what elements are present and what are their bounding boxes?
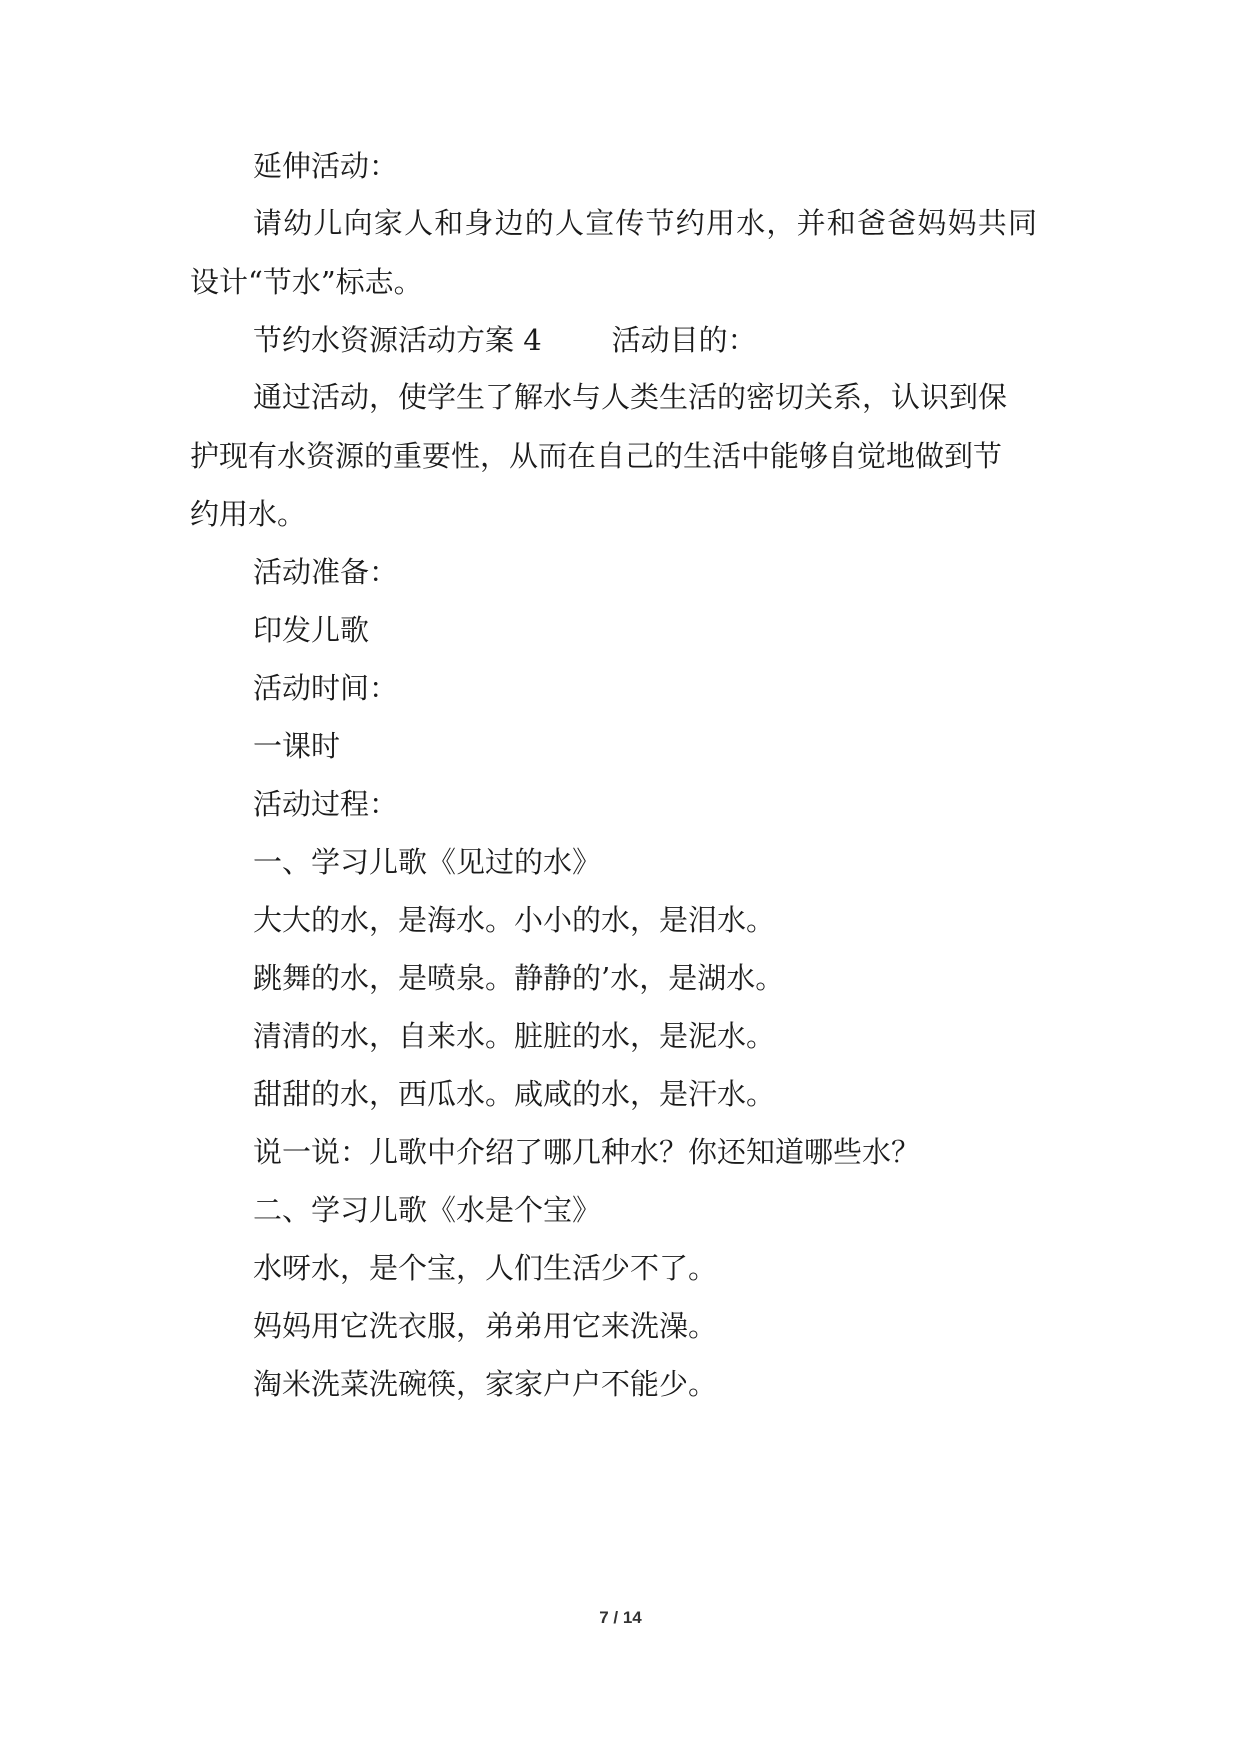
paragraph-song2-heading: 二、学习儿歌《水是个宝》 — [253, 1193, 602, 1227]
paragraph-extension-body-line-2: 设计“节水”标志。 — [190, 265, 423, 299]
paragraph-song1-heading: 一、学习儿歌《见过的水》 — [253, 845, 602, 879]
paragraph-song1-line-1: 大大的水，是海水。小小的水，是泪水。 — [253, 903, 776, 937]
page-number: 7 / 14 — [599, 1608, 642, 1627]
section-goal-label: 活动目的： — [611, 323, 757, 357]
paragraph-song2-line-3: 淘米洗菜洗碗筷，家家户户不能少。 — [253, 1367, 718, 1401]
paragraph-goal-line-3: 约用水。 — [190, 497, 307, 531]
paragraph-song1-line-3: 清清的水，自来水。脏脏的水，是泥水。 — [253, 1019, 776, 1053]
paragraph-time-body: 一课时 — [253, 729, 341, 763]
paragraph-preparation-heading: 活动准备： — [253, 555, 399, 589]
paragraph-song2-line-2: 妈妈用它洗衣服，弟弟用它来洗澡。 — [253, 1309, 718, 1343]
paragraph-time-heading: 活动时间： — [253, 671, 399, 705]
paragraph-song1-line-4: 甜甜的水，西瓜水。咸咸的水，是汗水。 — [253, 1077, 776, 1111]
paragraph-goal-line-2: 护现有水资源的重要性，从而在自己的生活中能够自觉地做到节 — [190, 439, 1003, 473]
paragraph-song1-line-2: 跳舞的水，是喷泉。静静的’水，是湖水。 — [253, 961, 785, 995]
paragraph-extension-body-line-1: 请幼儿向家人和身边的人宣传节约用水，并和爸爸妈妈共同 — [253, 206, 1039, 240]
section-title: 节约水资源活动方案 4 — [253, 323, 542, 357]
paragraph-process-heading: 活动过程： — [253, 787, 399, 821]
section-heading-row — [253, 320, 757, 360]
paragraph-extension-heading: 延伸活动： — [253, 149, 399, 183]
paragraph-song2-line-1: 水呀水，是个宝，人们生活少不了。 — [253, 1251, 718, 1285]
paragraph-discussion: 说一说：儿歌中介绍了哪几种水？你还知道哪些水？ — [253, 1135, 921, 1169]
paragraph-preparation-body: 印发儿歌 — [253, 613, 370, 647]
paragraph-goal-line-1: 通过活动，使学生了解水与人类生活的密切关系，认识到保 — [253, 380, 1008, 414]
